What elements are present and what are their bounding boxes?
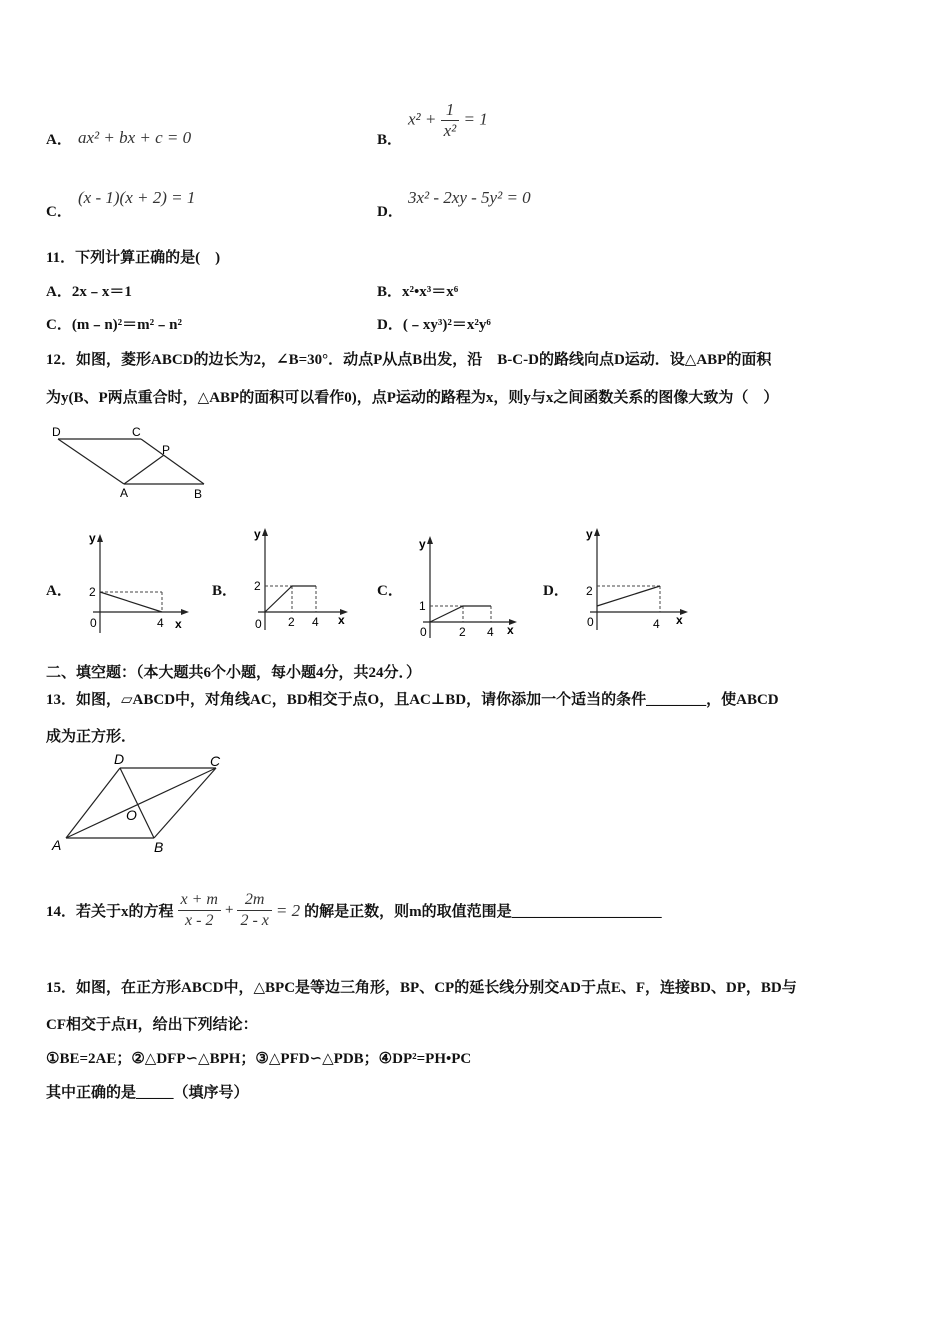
q14-fraction-2 <box>237 890 271 931</box>
q10-option-c-label: C． <box>46 204 72 220</box>
q11-option-c: C．(m﹣n)²＝m²﹣n² <box>46 317 182 333</box>
q14-fraction-1 <box>178 890 221 931</box>
q10-b-tail: = 1 <box>463 109 488 129</box>
q11-option-b: B．x²•x³＝x⁶ <box>377 284 459 300</box>
graph-d-xtick: 4 <box>653 617 660 631</box>
q12-graph-b <box>250 522 360 638</box>
label-o: O <box>126 807 137 823</box>
q10-b-den: x² <box>443 121 457 140</box>
q10-option-d-expr: 3x² - 2xy - 5y² = 0 <box>408 188 531 207</box>
q10-option-b-label: B． <box>377 132 403 148</box>
graph-a-y-label: y <box>89 531 96 545</box>
diagonal-ac <box>66 768 216 838</box>
q12-graph-a <box>85 528 195 644</box>
q10-b-lead: x² + <box>408 109 437 129</box>
diagonal-bd <box>120 768 154 838</box>
label-p: P <box>162 443 171 457</box>
graph-b-origin: 0 <box>255 617 262 631</box>
graph-d-curve <box>597 586 660 606</box>
graph-d-y-label: y <box>586 527 593 541</box>
q10-option-a-expr: ax² + bx + c = 0 <box>78 128 192 147</box>
label-a: A <box>120 486 129 500</box>
graph-d-origin: 0 <box>587 615 594 629</box>
q12-graph-b-label: B． <box>212 583 238 599</box>
section-2-title: 二、填空题：（本大题共6个小题，每小题4分，共24分．） <box>46 665 422 681</box>
label-c: C <box>132 425 141 439</box>
q10-b-num: 1 <box>441 100 460 121</box>
q12-graph-c-label: C． <box>377 583 403 599</box>
q14-stem <box>46 890 662 931</box>
graph-a-origin: 0 <box>90 616 97 630</box>
q14-f2-num: 2m <box>237 890 271 911</box>
q13-stem-line2: 成为正方形． <box>46 729 137 745</box>
segment-ap <box>124 455 164 484</box>
graph-c-curve <box>430 606 491 622</box>
q15-conclusions: ①BE=2AE；②△DFP∽△BPH；③△PFD∽△PDB；④DP²=PH•PC <box>46 1051 472 1067</box>
q12-stem-line2: 为y(B、P两点重合时，△ABP的面积可以看作0)，点P运动的路程为x，则y与x之间函数关系的图像大致为（ ） <box>46 390 779 406</box>
label-d: D <box>52 425 61 439</box>
label-b: B <box>194 487 203 501</box>
q15-stem-line1: 15．如图，在正方形ABCD中，△BPC是等边三角形，BP、CP的延长线分别交AD于点E、F，连接BD、DP，BD与 <box>46 980 797 996</box>
q14-f2-den: 2 - x <box>240 912 269 929</box>
q14-plus: + <box>224 902 234 918</box>
graph-b-xtick-1: 2 <box>288 615 295 629</box>
edge-da <box>58 439 124 484</box>
q10-option-b-expr <box>408 100 488 141</box>
graph-c-xtick-2: 4 <box>487 625 494 639</box>
graph-c-xtick-1: 2 <box>459 625 466 639</box>
graph-d-ytick: 2 <box>586 584 593 598</box>
graph-c-y-label: y <box>419 537 426 551</box>
label-b: B <box>154 839 164 855</box>
q14-f1-num: x + m <box>178 890 221 911</box>
graph-b-xtick-2: 4 <box>312 615 319 629</box>
graph-a-ytick: 2 <box>89 585 96 599</box>
label-a: A <box>52 837 62 853</box>
graph-b-y-label: y <box>254 527 261 541</box>
graph-c-origin: 0 <box>420 625 427 639</box>
q13-stem-line1: 13．如图，▱ABCD中，对角线AC，BD相交于点O，且AC⊥BD，请你添加一个适当的条件________，使ABCD <box>46 692 779 708</box>
q12-stem-line1: 12．如图，菱形ABCD的边长为2，∠B=30°．动点P从点B出发，沿 B-C-D的路线向点D运动．设△ABP的面积 <box>46 352 772 368</box>
graph-a-curve <box>100 592 162 612</box>
graph-c-x-label: x <box>507 623 514 637</box>
graph-a-x-label: x <box>175 617 182 631</box>
q11-option-d: D．(﹣xy³)²＝x²y⁶ <box>377 317 491 333</box>
label-d: D <box>114 751 125 767</box>
q12-rhombus-figure <box>46 424 216 504</box>
q14-f1-den: x - 2 <box>185 912 214 929</box>
q10-option-a-label: A． <box>46 132 72 148</box>
label-c: C <box>210 753 221 769</box>
q14-tail: 的解是正数，则m的取值范围是____________________ <box>304 904 662 920</box>
q12-graph-c <box>415 530 525 646</box>
graph-b-curve <box>265 586 316 612</box>
graph-b-x-label: x <box>338 613 345 627</box>
q12-graph-d <box>582 522 694 638</box>
q11-stem: 11．下列计算正确的是( ) <box>46 250 221 266</box>
q10-option-c-expr: (x - 1)(x + 2) = 1 <box>78 188 196 207</box>
edge-cb <box>141 439 204 484</box>
q12-graph-d-label: D． <box>543 583 569 599</box>
q11-option-a: A．2x﹣x＝1 <box>46 284 132 300</box>
q14-lead: 14．若关于x的方程 <box>46 904 174 920</box>
q13-parallelogram-figure <box>46 750 236 860</box>
q14-eq: = 2 <box>275 900 301 920</box>
graph-d-x-label: x <box>676 613 683 627</box>
q10-option-d-label: D． <box>377 204 403 220</box>
q15-stem-line2: CF相交于点H，给出下列结论： <box>46 1017 258 1033</box>
q10-b-fraction <box>441 100 460 141</box>
graph-c-ytick: 1 <box>419 599 426 613</box>
q12-graph-a-label: A． <box>46 583 72 599</box>
q15-answer-prompt: 其中正确的是_____（填序号） <box>46 1085 249 1101</box>
graph-b-ytick: 2 <box>254 579 261 593</box>
graph-a-xtick: 4 <box>157 616 164 630</box>
